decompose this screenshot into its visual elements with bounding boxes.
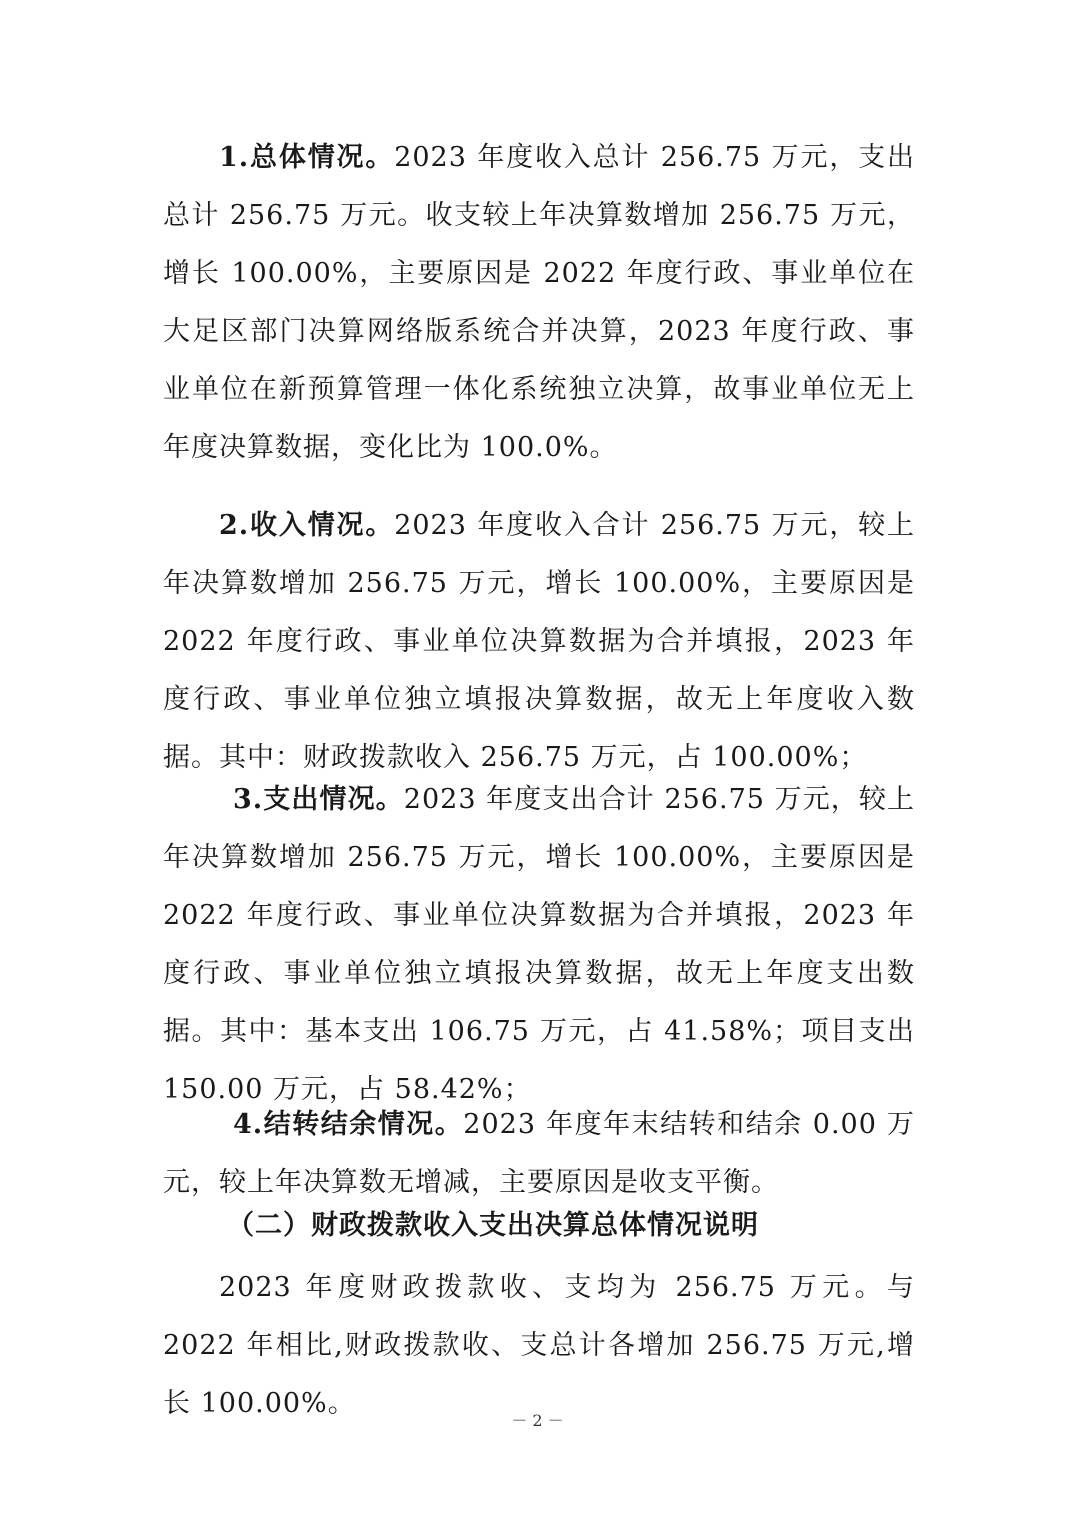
section-overall: [163, 129, 915, 477]
section-income: [163, 497, 915, 787]
section-income-lead: 2.收入情况。: [219, 510, 395, 541]
section-expenditure-body: 2023 年度支出合计 256.75 万元，较上年决算数增加 256.75 万元，增长 100.00%，主要原因是 2022 年度行政、事业单位决算数据为合并填报，2023 年度行政、事业单位独立填报决算数据，故无上年度支出数据。其中：基本支出 106.75 万元，占 41.58%；项目支出 150.00 万元，占 58.42%；: [163, 784, 915, 1105]
section-balance-body: 2023 年度年末结转和结余 0.00 万元，较上年决算数无增减，主要原因是收支平衡。: [163, 1109, 915, 1198]
section-expenditure: [163, 771, 915, 1119]
section-expenditure-lead: 3.支出情况。: [233, 784, 404, 815]
page-number: － 2 －: [511, 1411, 564, 1430]
section-balance: [163, 1096, 915, 1212]
section-overall-body: 2023 年度收入总计 256.75 万元，支出总计 256.75 万元。收支较上年决算数增加 256.75 万元，增长 100.00%，主要原因是 2022 年度行政、事业单位在大足区部门决算网络版系统合并决算，2023 年度行政、事业单位在新预算管理一体化系统独立决算，故事业单位无上年度决算数据，变化比为 100.0%。: [163, 142, 915, 463]
section-heading: （二）财政拨款收入支出决算总体情况说明: [227, 1210, 759, 1241]
section-balance-lead: 4.结转结余情况。: [233, 1109, 464, 1140]
section-overall-lead: 1.总体情况。: [219, 142, 395, 173]
closing-paragraph: 2023 年度财政拨款收、支均为 256.75 万元。与 2022 年相比,财政拨款收、支总计各增加 256.75 万元,增长 100.00%。: [163, 1272, 915, 1419]
section-income-body: 2023 年度收入合计 256.75 万元，较上年决算数增加 256.75 万元，增长 100.00%，主要原因是 2022 年度行政、事业单位决算数据为合并填报，2023 年度行政、事业单位独立填报决算数据，故无上年度收入数据。其中：财政拨款收入 256.75 万元，占 100.00%；: [163, 510, 915, 773]
